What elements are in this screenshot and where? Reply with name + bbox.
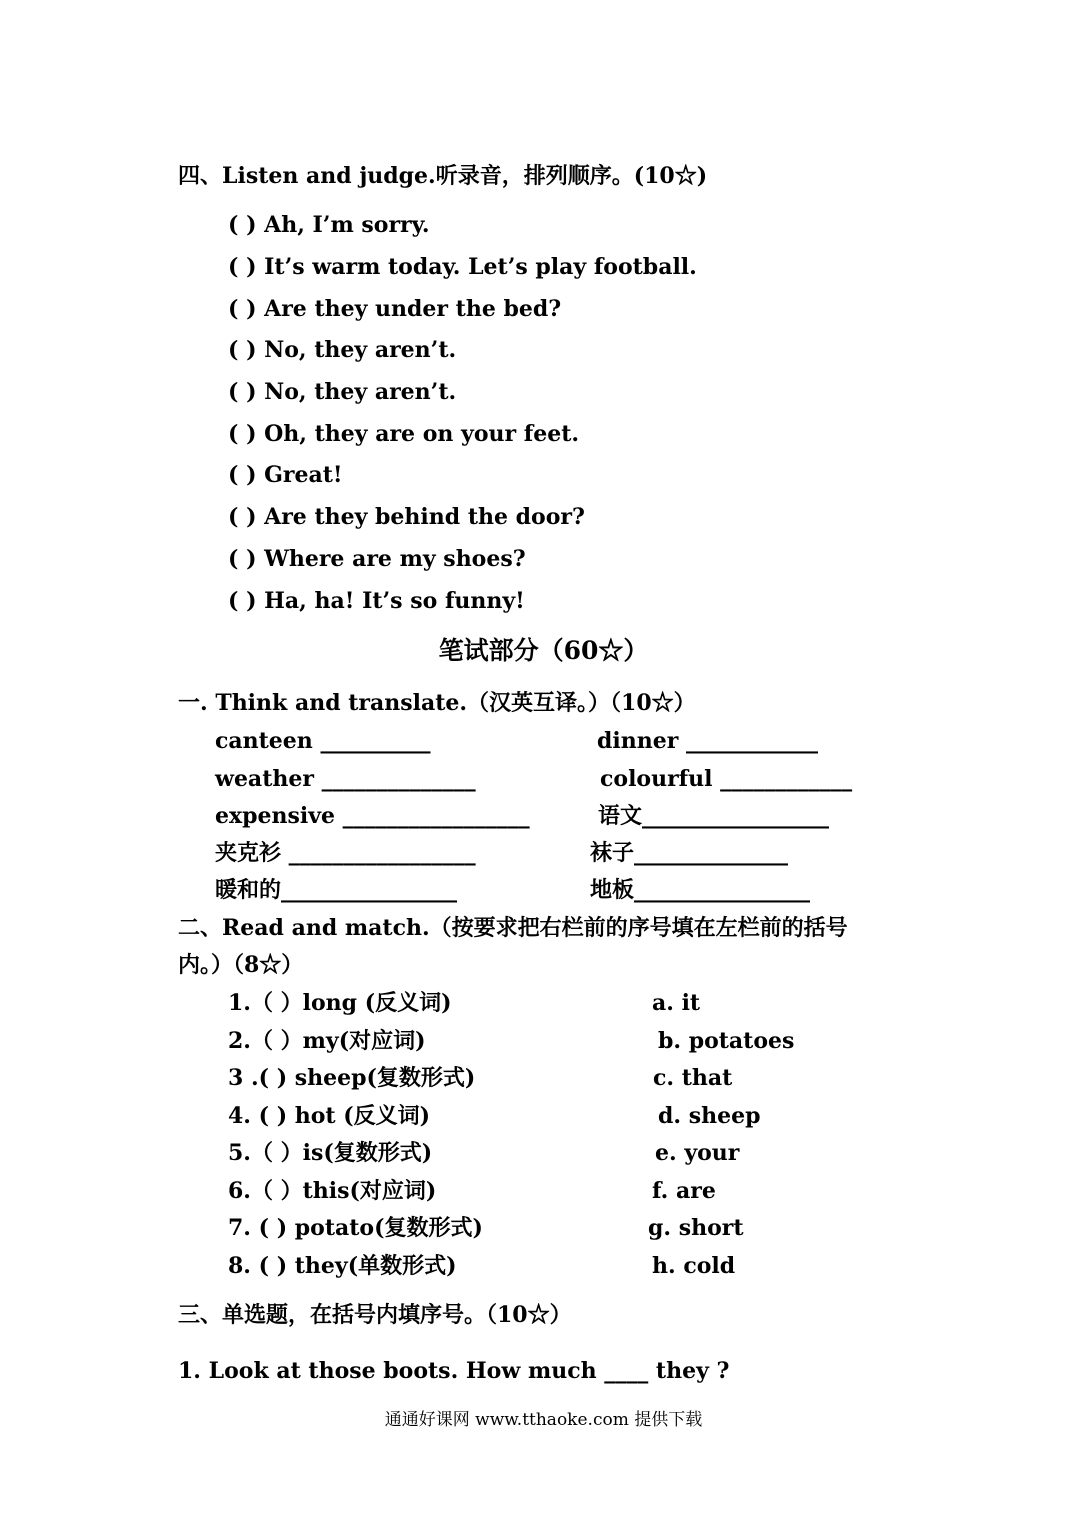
match-left: 5.（ ）is(复数形式) <box>228 1140 433 1166</box>
match-right: g. short <box>648 1215 744 1241</box>
translate-left: weather ______________ <box>215 766 476 792</box>
match-left: 1.（ ）long (反义词) <box>228 990 452 1016</box>
footer: 通通好课网 www.tthaoke.com 提供下载 <box>384 1410 703 1430</box>
match-right: a. it <box>652 990 701 1016</box>
list-item: ( ) Ha, ha! It’s so funny! <box>228 588 525 614</box>
section2-heading: 二、Read and match.（按要求把右栏前的序号填在左栏前的括号 <box>178 915 848 941</box>
list-item: ( ) Great! <box>228 462 343 488</box>
page-title: 笔试部分（60☆） <box>438 636 649 665</box>
match-left: 6.（ ）this(对应词) <box>228 1178 437 1204</box>
list-item: ( ) No, they aren’t. <box>228 337 457 363</box>
match-left: 2.（ ）my(对应词) <box>228 1028 426 1054</box>
match-right: d. sheep <box>658 1103 761 1129</box>
section1-heading: 一. Think and translate.（汉英互译。）（10☆） <box>178 690 696 716</box>
translate-right: 地板________________ <box>590 877 811 903</box>
section3-heading: 三、单选题，在括号内填序号。（10☆） <box>178 1302 572 1328</box>
match-left: 4. ( ) hot (反义词) <box>228 1103 431 1129</box>
translate-left: 夹克衫 _________________ <box>215 840 476 866</box>
question-1: 1. Look at those boots. How much ____ they ? <box>178 1358 730 1384</box>
part4-heading: 四、Listen and judge.听录音，排列顺序。(10☆) <box>178 163 708 189</box>
match-right: b. potatoes <box>658 1028 795 1054</box>
match-right: f. are <box>652 1178 716 1204</box>
translate-left: canteen __________ <box>215 728 431 754</box>
match-left: 7. ( ) potato(复数形式) <box>228 1215 483 1241</box>
list-item: ( ) Ah, I’m sorry. <box>228 212 430 238</box>
list-item: ( ) Are they under the bed? <box>228 296 562 322</box>
translate-right: dinner ____________ <box>597 728 818 754</box>
match-right: e. your <box>655 1140 740 1166</box>
translate-right: 袜子______________ <box>590 840 789 866</box>
translate-left: expensive _________________ <box>215 803 530 829</box>
translate-right: colourful ____________ <box>600 766 853 792</box>
translate-right: 语文_________________ <box>598 803 830 829</box>
list-item: ( ) It’s warm today. Let’s play football. <box>228 254 697 280</box>
list-item: ( ) Where are my shoes? <box>228 546 526 572</box>
list-item: ( ) No, they aren’t. <box>228 379 457 405</box>
match-left: 8. ( ) they(单数形式) <box>228 1253 457 1279</box>
match-right: c. that <box>653 1065 733 1091</box>
translate-left: 暖和的________________ <box>215 877 458 903</box>
match-left: 3 .( ) sheep(复数形式) <box>228 1065 476 1091</box>
list-item: ( ) Are they behind the door? <box>228 504 585 530</box>
match-right: h. cold <box>652 1253 736 1279</box>
section2-heading-cont: 内。）（8☆） <box>178 952 304 978</box>
list-item: ( ) Oh, they are on your feet. <box>228 421 580 447</box>
